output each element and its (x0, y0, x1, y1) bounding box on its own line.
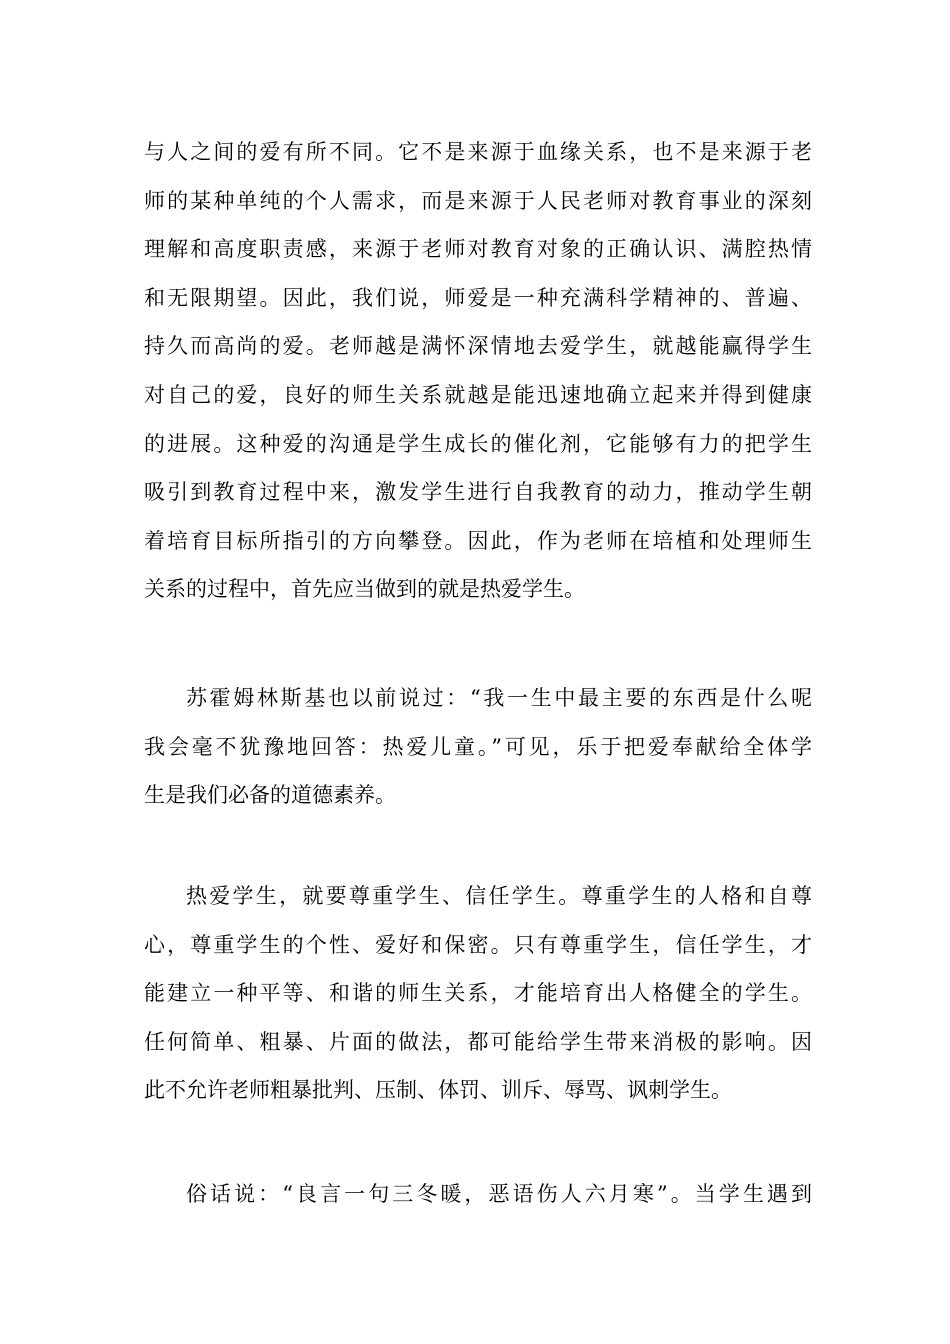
paragraph-line: 着培育目标所指引的方向攀登。因此，作为老师在培植和处理师生 (144, 528, 812, 553)
paragraph-line: 此不允许老师粗暴批判、压制、体罚、训斥、辱骂、讽刺学生。 (144, 1078, 732, 1103)
paragraph-line: 的进展。这种爱的沟通是学生成长的催化剂，它能够有力的把学生 (144, 431, 812, 456)
paragraph-line: 任何简单、粗暴、片面的做法，都可能给学生带来消极的影响。因 (144, 1029, 812, 1054)
paragraph-line: 能建立一种平等、和谐的师生关系，才能培育出人格健全的学生。 (144, 981, 812, 1006)
paragraph-line: 持久而高尚的爱。老师越是满怀深情地去爱学生，就越能赢得学生 (144, 334, 812, 359)
paragraph-4 (144, 1170, 812, 1219)
paragraph-line: 俗话说：“良言一句三冬暖，恶语伤人六月寒”。当学生遇到 (186, 1182, 812, 1206)
paragraph-line: 热爱学生，就要尊重学生、信任学生。尊重学生的人格和自尊 (186, 884, 812, 908)
paragraph-line: 对自己的爱，良好的师生关系就越是能迅速地确立起来并得到健康 (144, 382, 812, 407)
paragraph-line: 吸引到教育过程中来，激发学生进行自我教育的动力，推动学生朝 (144, 480, 812, 505)
paragraph-line: 与人之间的爱有所不同。它不是来源于血缘关系，也不是来源于老 (144, 140, 812, 164)
paragraph-line: 生是我们必备的道德素养。 (144, 783, 396, 808)
paragraph-line: 苏霍姆林斯基也以前说过：“我一生中最主要的东西是什么呢 (186, 686, 812, 710)
paragraph-line: 关系的过程中，首先应当做到的就是热爱学生。 (144, 577, 585, 602)
paragraph-2 (144, 674, 812, 820)
paragraph-1 (144, 128, 812, 614)
paragraph-line: 我会毫不犹豫地回答：热爱儿童。”可见，乐于把爱奉献给全体学 (144, 734, 812, 759)
paragraph-line: 和无限期望。因此，我们说，师爱是一种充满科学精神的、普遍、 (144, 285, 812, 310)
paragraph-3 (144, 872, 812, 1115)
paragraph-line: 理解和高度职责感，来源于老师对教育对象的正确认识、满腔热情 (144, 237, 812, 262)
paragraph-line: 心，尊重学生的个性、爱好和保密。只有尊重学生，信任学生，才 (144, 932, 812, 957)
paragraph-line: 师的某种单纯的个人需求，而是来源于人民老师对教育事业的深刻 (144, 188, 812, 213)
